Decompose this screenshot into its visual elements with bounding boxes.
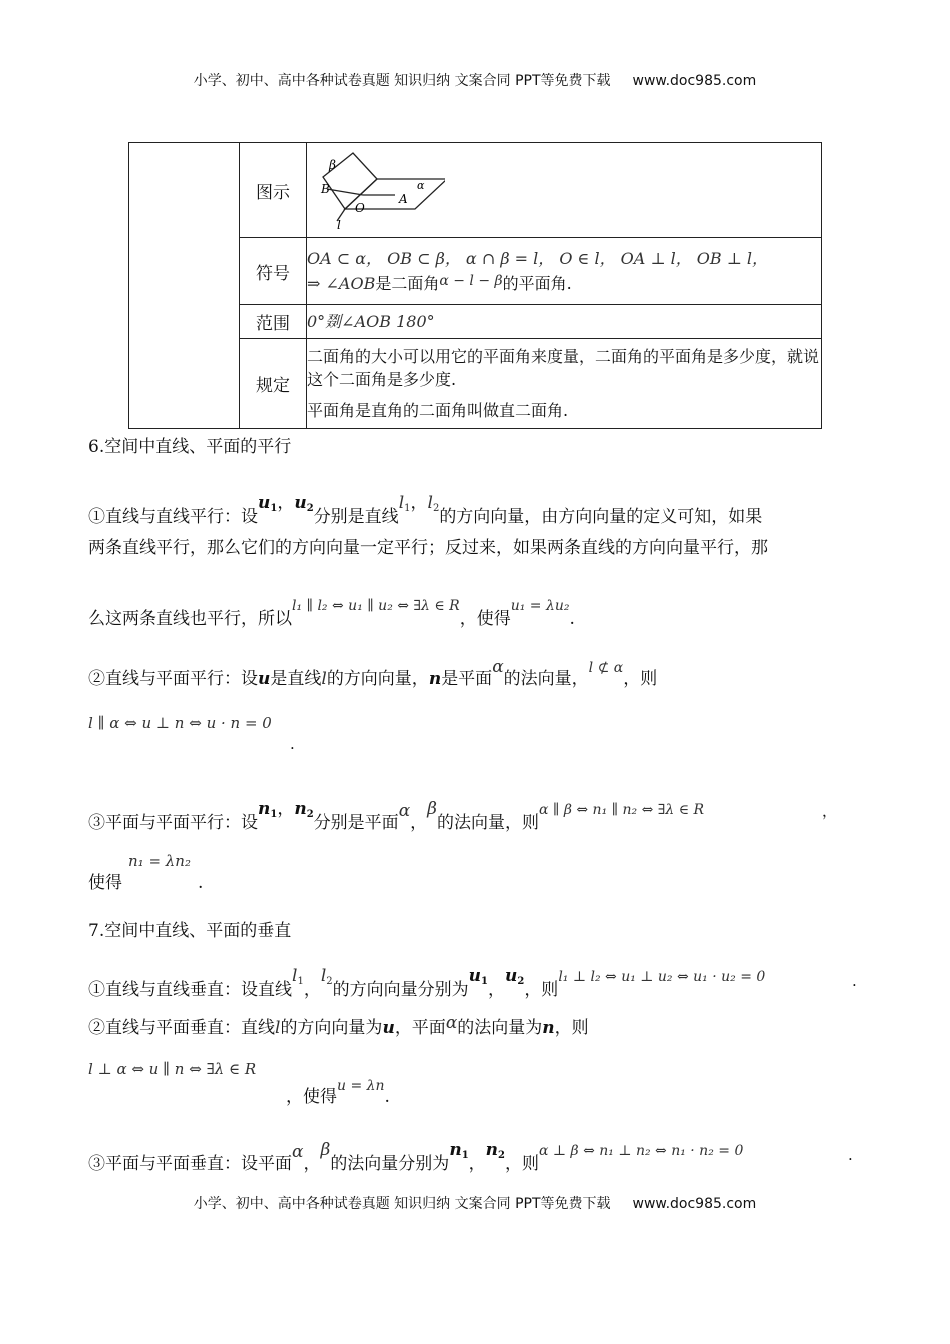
figure-cell: [307, 143, 822, 238]
rule-cell: [307, 339, 822, 429]
symbol-line2: ⇒ ∠AOB是二面角α − l − β的平面角.: [307, 273, 572, 293]
header-site: www.doc985.com: [632, 73, 757, 89]
label-alpha: α: [417, 179, 425, 192]
footer-text: 小学、初中、高中各种试卷真题 知识归纳 文案合同 PPT等免费下载: [193, 1196, 611, 1212]
s6-p1-line3: 么这两条直线也平行，所以$^{l_1 \parallel l_2 \Leftrightarrow u_1 \parallel u_2 \Leftrightarrow \exists\lambda \in R}$，使得$^{u_1 = \lambda u_2}$.: [88, 598, 575, 629]
label-beta: β: [329, 158, 336, 172]
range-content: 0°剟∠AOB 180°: [307, 305, 822, 339]
symbol-label: 符号: [240, 238, 307, 305]
footer-site: www.doc985.com: [632, 1196, 757, 1212]
s6-p3-line1: ③平面与平面平行：设n1，n2分别是平面α，β的法向量，则$^{\alpha \parallel \beta \Leftrightarrow n_1 \parallel n_2 \Leftrightarrow \exists\lambda \in R}$: [88, 799, 705, 833]
s6-p2-formula: l ∥ α ⇔ u ⊥ n ⇔ u · n = 0: [88, 714, 272, 732]
s6-p3-line2: 使得 .: [88, 873, 204, 893]
symbol-cell: [307, 238, 822, 305]
label-O: O: [355, 201, 365, 215]
header-text: 小学、初中、高中各种试卷真题 知识归纳 文案合同 PPT等免费下载: [193, 73, 611, 89]
s6-p3-formula: n₁ = λn₂: [128, 852, 191, 870]
s6-p1-line2: 两条直线平行，那么它们的方向向量一定平行；反过来，如果两条直线的方向向量平行，那: [88, 538, 768, 558]
rule-para2: 平面角是直角的二面角叫做直二面角.: [307, 401, 569, 420]
range-label: 范围: [240, 305, 307, 339]
section7-title: 7.空间中直线、平面的垂直: [88, 921, 292, 941]
s6-p1-line1: ①直线与直线平行：设u1，u2分别是直线l1，l2的方向向量，由方向向量的定义可知，如果: [88, 493, 763, 527]
dihedral-angle-table: [128, 142, 822, 429]
s6-p3-comma: ，: [822, 802, 838, 820]
dihedral-figure: [315, 149, 445, 231]
label-B: B: [321, 182, 330, 196]
s7-p2-formula: l ⊥ α ⇔ u ∥ n ⇔ ∃λ ∈ R: [88, 1060, 257, 1078]
figure-label: 图示: [240, 143, 307, 238]
s7-p3-end: .: [848, 1146, 853, 1164]
rule-label: 规定: [240, 339, 307, 429]
s7-p1: ①直线与直线垂直：设直线l1，l2的方向向量分别为u1，u2，则$^{l_1 \perp l_2 \Leftrightarrow u_1 \perp u_2 \Leftrightarrow u_1 \cdot u_2 = 0}$: [88, 966, 766, 1000]
label-A: A: [399, 192, 408, 206]
label-l: l: [337, 218, 341, 231]
s6-p2: ②直线与平面平行：设u是直线l的方向向量，n是平面α的法向量，$^{l ⊄ \alpha}$，则: [88, 657, 658, 689]
rule-para1: 二面角的大小可以用它的平面角来度量，二面角的平面角是多少度，就说这个二面角是多少度.: [307, 347, 820, 389]
section6-title: 6.空间中直线、平面的平行: [88, 437, 292, 457]
s7-p3: ③平面与平面垂直：设平面α，β的法向量分别为n1，n2，则$^{\alpha \perp \beta \Leftrightarrow n_1 \perp n_2 \Leftrightarrow n_1 \cdot n_2 = 0}$: [88, 1140, 744, 1174]
s7-p1-end: .: [852, 972, 857, 990]
page-footer: [0, 1193, 950, 1213]
symbol-line1: OA ⊂ α， OB ⊂ β， α ∩ β = l， O ∈ l， OA ⊥ l， OB ⊥ l，: [307, 249, 768, 268]
s6-p2-end: .: [290, 735, 295, 753]
category-cell: [129, 143, 240, 429]
page-header: [0, 70, 950, 90]
s7-p2: ②直线与平面垂直：直线l的方向向量为u，平面α的法向量为n，则: [88, 1013, 589, 1038]
s7-p2-line2: ，使得$^{u = \lambda n}$.: [286, 1078, 390, 1107]
